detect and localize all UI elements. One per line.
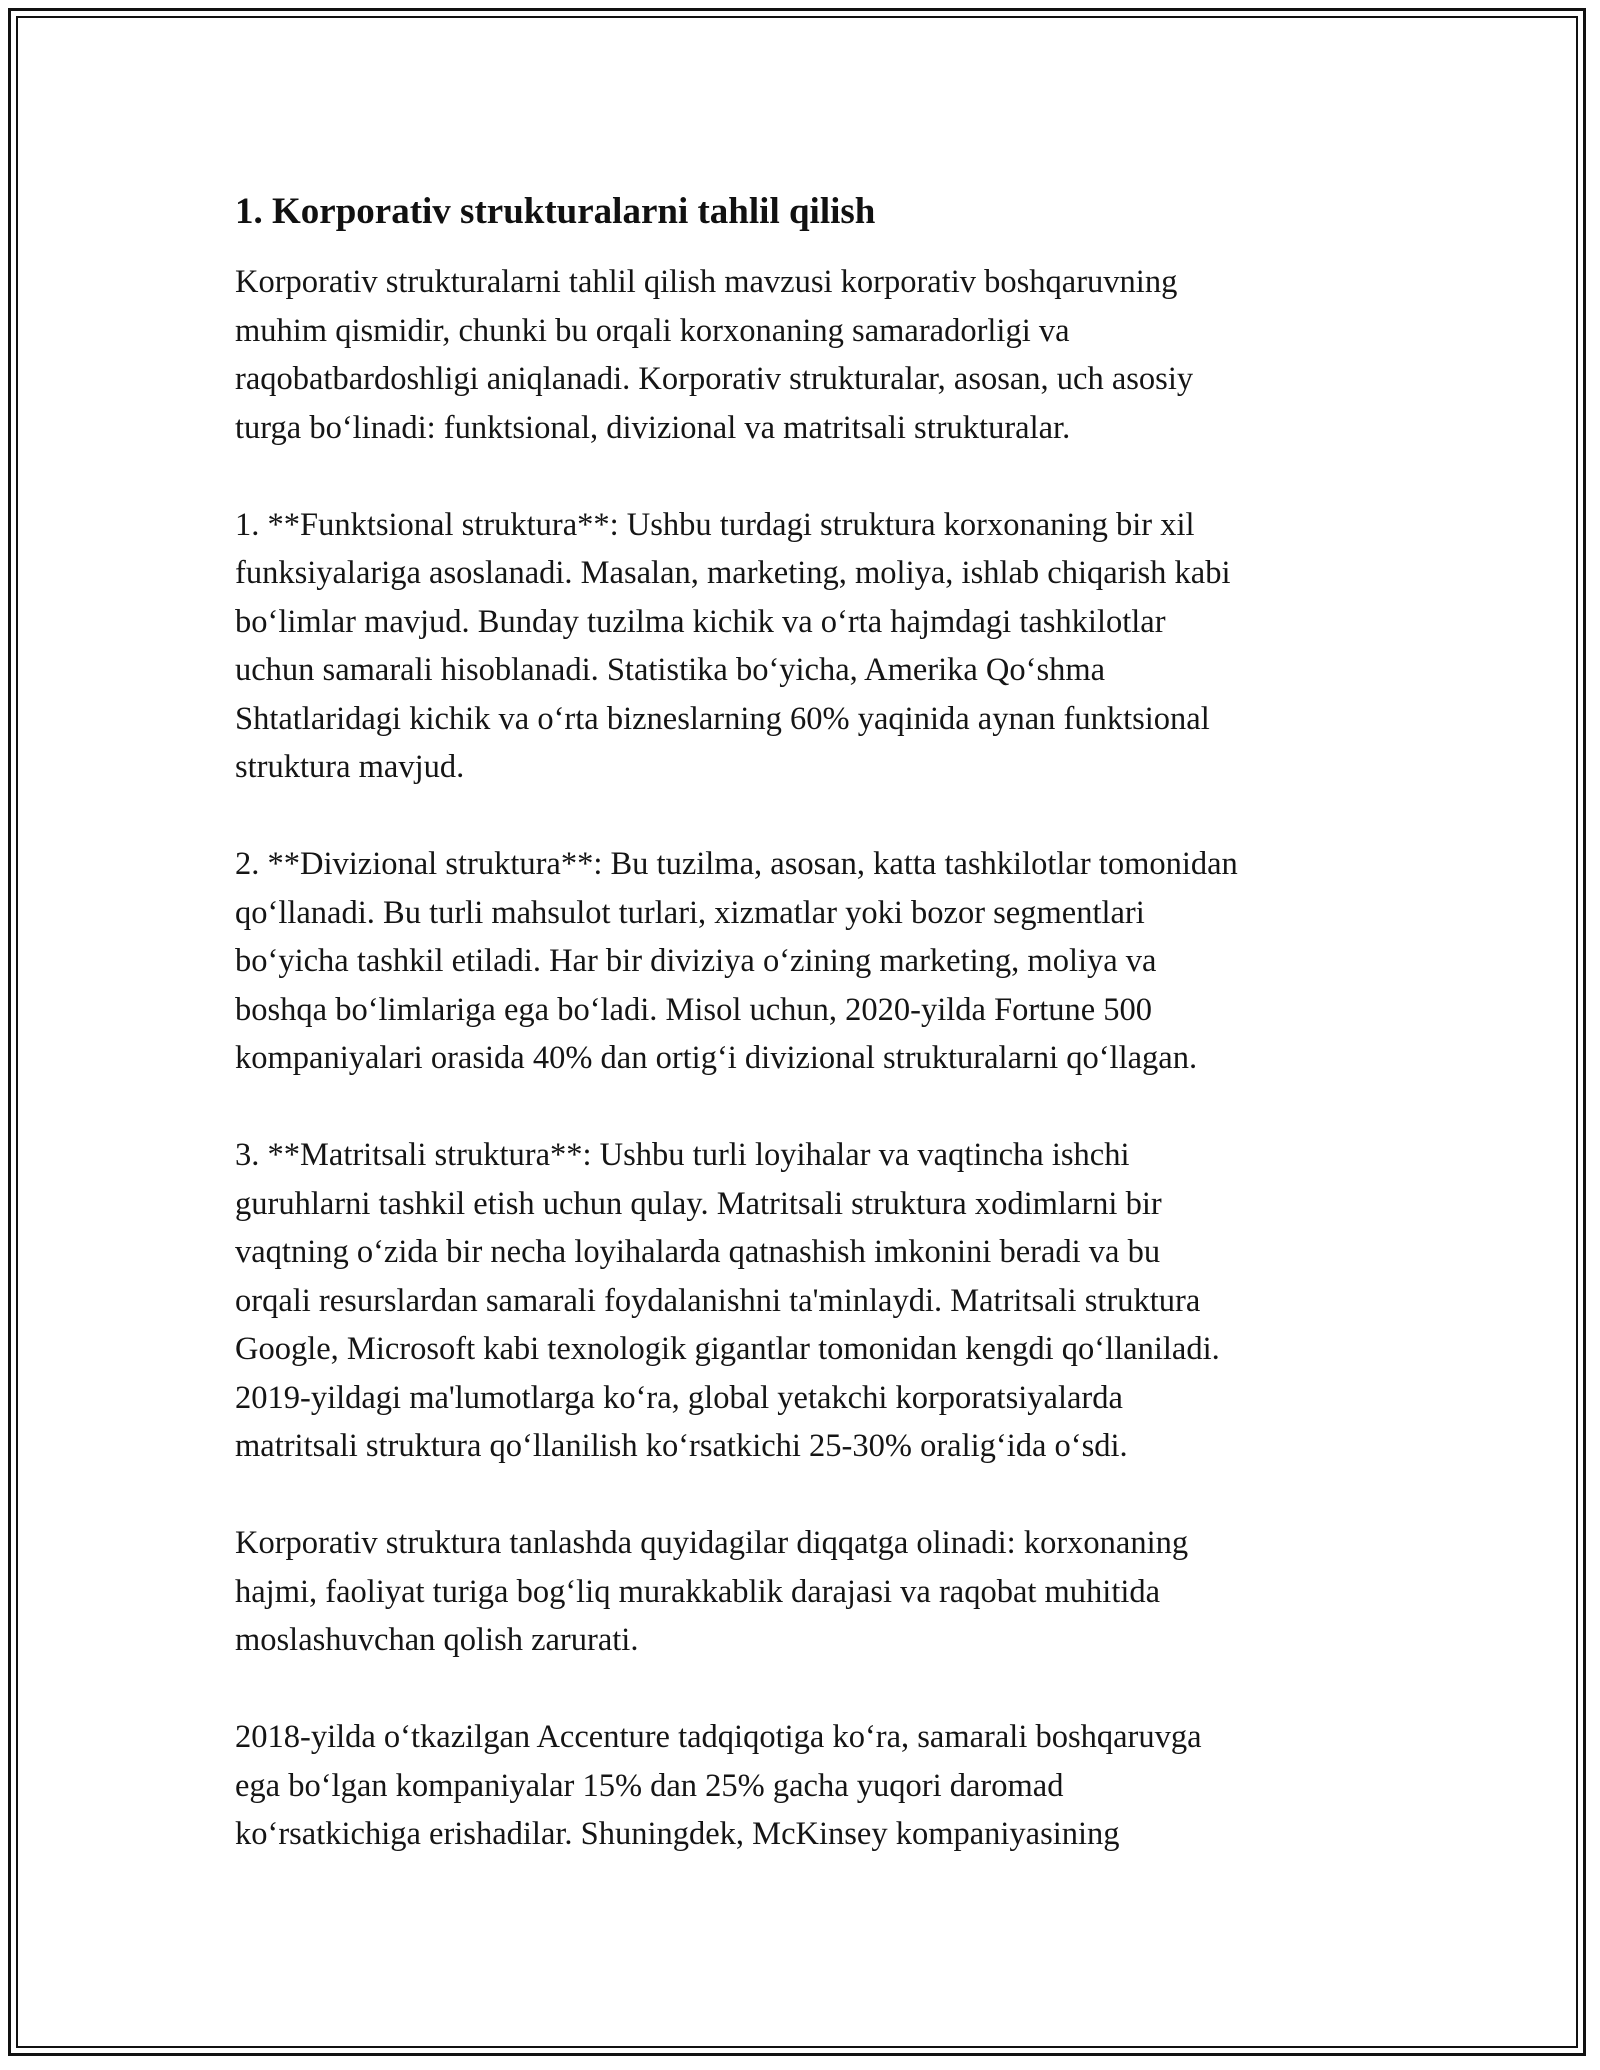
paragraph-functional-structure [235, 501, 1375, 792]
text-line: boshqa boʻlimlariga ega boʻladi. Misol uchun, 2020-yilda Fortune 500 [235, 991, 1153, 1028]
text-line: matritsali struktura qoʻllanilish koʻrsatkichi 25-30% oraligʻida oʻsdi. [235, 1428, 1128, 1464]
text-line: struktura mavjud. [235, 749, 465, 785]
text-line: moslashuvchan qolish zarurati. [235, 1622, 639, 1658]
text-line: boʻlimlar mavjud. Bunday tuzilma kichik va oʻrta hajmdagi tashkilotlar [235, 603, 1166, 640]
text-line: funksiyalariga asoslanadi. Masalan, marketing, moliya, ishlab chiqarish kabi [235, 555, 1231, 591]
text-line: ega boʻlgan kompaniyalar 15% dan 25% gacha yuqori daromad [235, 1767, 1064, 1804]
text-line: raqobatbardoshligi aniqlanadi. Korporativ strukturalar, asosan, uch asosiy [235, 361, 1194, 397]
text-line: Shtatlaridagi kichik va oʻrta bizneslarning 60% yaqinida aynan funktsional [235, 700, 1210, 737]
text-line: orqali resurslardan samarali foydalanishni ta'minlaydi. Matritsali struktura [235, 1282, 1201, 1319]
text-line: 3. **Matritsali struktura**: Ushbu turli loyihalar va vaqtincha ishchi [235, 1137, 1130, 1173]
paragraph-selection-criteria [235, 1519, 1375, 1665]
text-line: 2019-yildagi ma'lumotlarga koʻra, global yetakchi korporatsiyalarda [235, 1379, 1123, 1416]
text-line: hajmi, faoliyat turiga bogʻliq murakkablik darajasi va raqobat muhitida [235, 1573, 1161, 1610]
paragraph-intro [235, 258, 1375, 452]
text-line: boʻyicha tashkil etiladi. Har bir diviziya oʻzining marketing, moliya va [235, 943, 1157, 979]
text-line: 2. **Divizional struktura**: Bu tuzilma, asosan, katta tashkilotlar tomonidan [235, 846, 1238, 882]
paragraph-matrix-structure [235, 1131, 1375, 1471]
text-line: muhim qismidir, chunki bu orqali korxonaning samaradorligi va [235, 312, 1070, 349]
section-heading: 1. Korporativ strukturalarni tahlil qilish [235, 191, 876, 232]
text-line: 1. **Funktsional struktura**: Ushbu turdagi struktura korxonaning bir xil [235, 506, 1195, 543]
document-body [235, 188, 1375, 1907]
text-line: uchun samarali hisoblanadi. Statistika boʻyicha, Amerika Qoʻshma [235, 652, 1106, 688]
text-line: Korporativ struktura tanlashda quyidagilar diqqatga olinadi: korxonaning [235, 1525, 1189, 1561]
text-line: turga boʻlinadi: funktsional, divizional va matritsali strukturalar. [235, 409, 1071, 446]
text-line: kompaniyalari orasida 40% dan ortigʻi divizional strukturalarni qoʻllagan. [235, 1040, 1198, 1076]
paragraph-research [235, 1713, 1375, 1859]
text-line: qoʻllanadi. Bu turli mahsulot turlari, xizmatlar yoki bozor segmentlari [235, 894, 1145, 931]
text-line: vaqtning oʻzida bir necha loyihalarda qatnashish imkonini beradi va bu [235, 1234, 1161, 1270]
text-line: Korporativ strukturalarni tahlil qilish mavzusi korporativ boshqaruvning [235, 264, 1178, 300]
text-line: koʻrsatkichiga erishadilar. Shuningdek, McKinsey kompaniyasining [235, 1816, 1120, 1852]
paragraph-divisional-structure [235, 840, 1375, 1083]
text-line: guruhlarni tashkil etish uchun qulay. Matritsali struktura xodimlarni bir [235, 1185, 1162, 1222]
text-line: Google, Microsoft kabi texnologik gigantlar tomonidan kengdi qoʻllaniladi. [235, 1331, 1220, 1367]
text-line: 2018-yilda oʻtkazilgan Accenture tadqiqotiga koʻra, samarali boshqaruvga [235, 1719, 1202, 1755]
